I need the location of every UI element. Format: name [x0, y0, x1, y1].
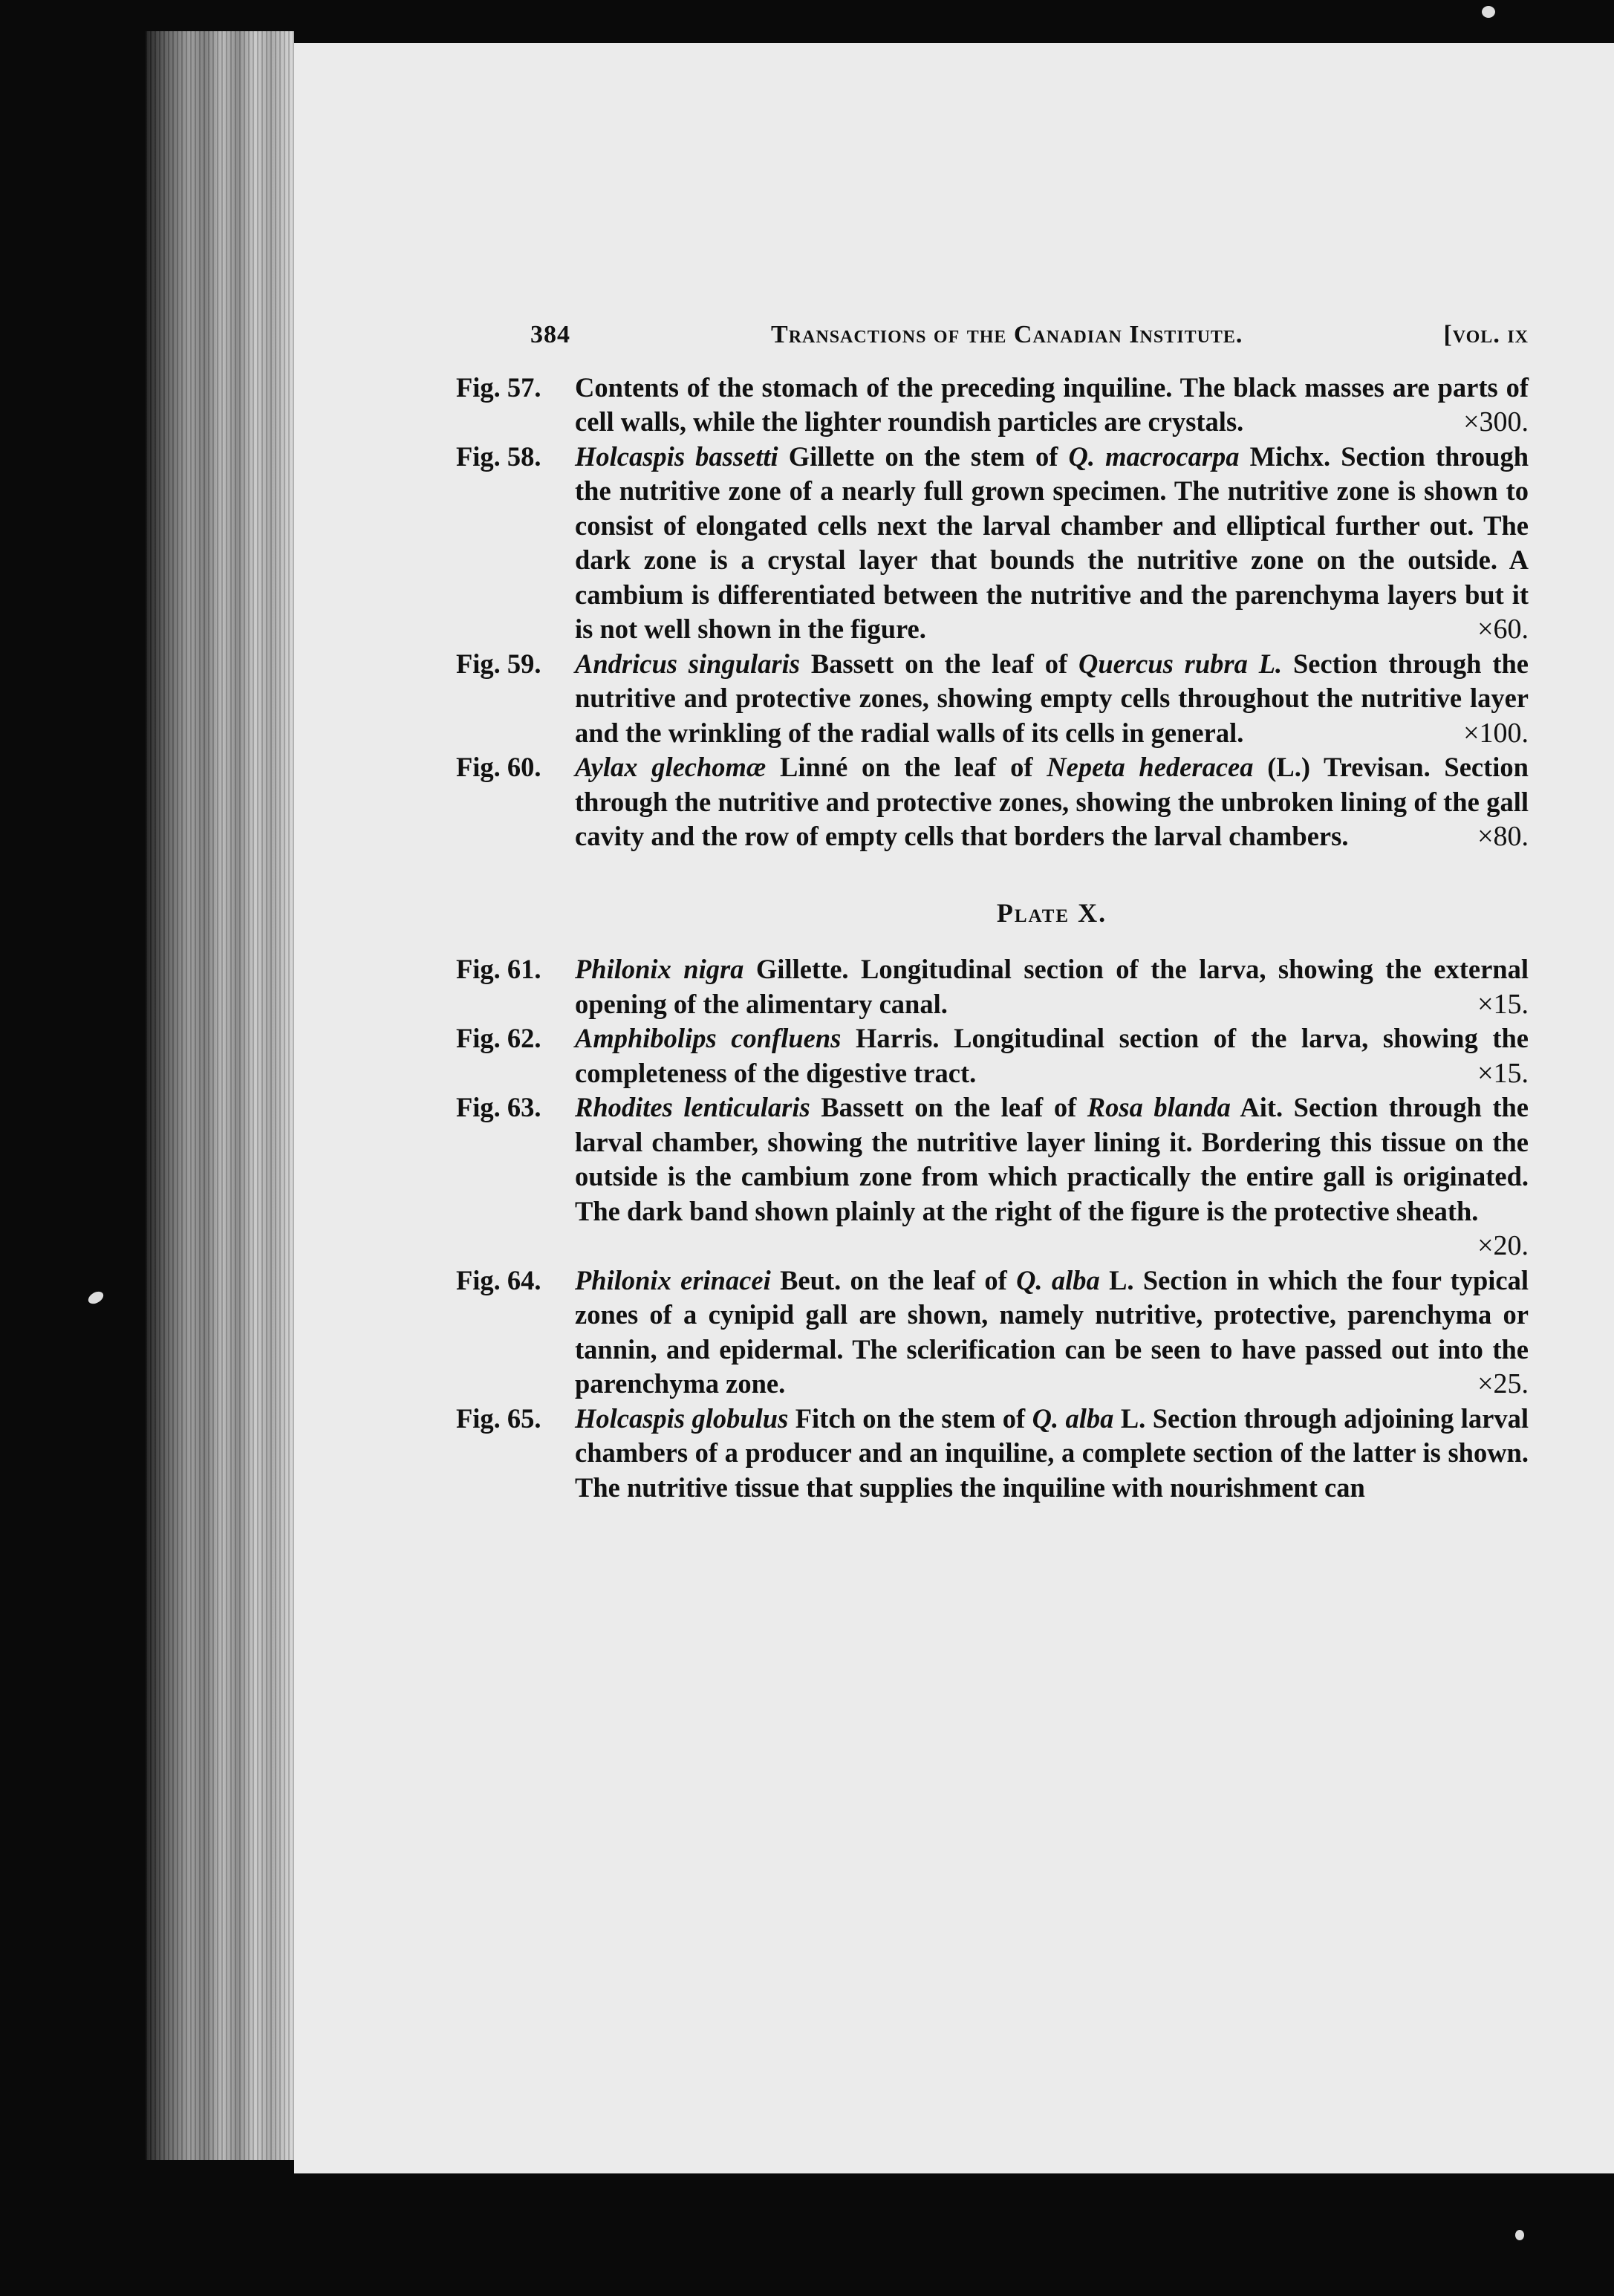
- caption-text: Bassett on the leaf of: [810, 1092, 1087, 1122]
- figure-caption: [456, 440, 1529, 647]
- host-plant-name: Rosa blanda: [1087, 1092, 1231, 1122]
- caption-body: [575, 1021, 1529, 1090]
- caption-body: [575, 750, 1529, 854]
- host-plant-name: Q. alba: [1032, 1402, 1114, 1434]
- caption-text: Fitch on the stem of: [788, 1402, 1032, 1434]
- running-header: [530, 318, 1529, 353]
- species-name: Holcaspis bassetti: [575, 440, 778, 472]
- volume-label: [vol. ix: [1443, 321, 1529, 348]
- caption-text: Gillette on the stem of: [778, 440, 1069, 472]
- species-name: Philonix erinacei: [575, 1264, 771, 1295]
- caption-text: L. Section in which the four typical zones of a cynipid gall are shown, namely nutritive, protective, parenchyma or tannin, and epidermal. The sclerification can be seen to have passed out into the parenchyma zone.: [575, 1264, 1529, 1399]
- figure-caption: [456, 647, 1529, 751]
- figure-label: Fig. 59.: [456, 648, 541, 679]
- host-plant-name: Quercus rubra L.: [1078, 648, 1283, 679]
- caption-body: [575, 371, 1529, 440]
- species-name: Andricus singularis: [575, 648, 800, 679]
- figure-caption: [456, 1264, 1529, 1402]
- caption-text: Linné on the leaf of: [766, 752, 1047, 782]
- figure-captions-bottom: [456, 952, 1529, 1505]
- dust-speck: [1515, 2230, 1524, 2240]
- page-text: [456, 318, 1529, 1505]
- caption-body: [575, 1402, 1529, 1506]
- figure-caption: [456, 952, 1529, 1021]
- host-plant-name: Q. alba: [1016, 1264, 1100, 1295]
- magnification: ×80.: [1477, 821, 1529, 852]
- caption-body: [575, 1090, 1529, 1264]
- caption-text: Section through the nutritive and protective zones, showing empty cells throughout the nutritive layer and the wrinkling of the radial walls of its cells in general.: [575, 648, 1529, 748]
- figure-label: Fig. 61.: [456, 954, 541, 984]
- caption-text: Beut. on the leaf of: [770, 1264, 1017, 1295]
- caption-body: [575, 440, 1529, 647]
- caption-text: Ait. Section through the larval chamber, showing the nutritive layer lining it. Bordering this tissue on the outside is the cambium zone from which practically the entire gall is originated. The dark band shown plainly at the right of the figure is the protective sheath.: [575, 1092, 1529, 1226]
- species-name: Philonix nigra: [575, 954, 744, 984]
- magnification: ×60.: [1477, 614, 1529, 645]
- figure-caption: [456, 750, 1529, 854]
- figure-label: Fig. 60.: [456, 752, 541, 782]
- magnification: ×25.: [1477, 1368, 1529, 1399]
- magnification: ×100.: [1463, 717, 1529, 749]
- figure-caption: [456, 1402, 1529, 1506]
- figure-captions-top: [456, 371, 1529, 854]
- host-plant-name: Nepeta hederacea: [1047, 752, 1254, 782]
- caption-text: Harris. Longitudinal section of the larva, showing the completeness of the digestive tract.: [575, 1023, 1529, 1088]
- figure-label: Fig. 63.: [456, 1092, 541, 1122]
- page-number: 384: [530, 321, 570, 348]
- running-title: Transactions of the Canadian Institute.: [771, 321, 1243, 348]
- species-name: Holcaspis globulus: [575, 1402, 789, 1434]
- figure-caption: [456, 1021, 1529, 1090]
- caption-text: Bassett on the leaf of: [799, 648, 1078, 679]
- figure-caption: [456, 1090, 1529, 1264]
- magnification: ×15.: [1477, 1057, 1529, 1089]
- figure-label: Fig. 57.: [456, 371, 541, 403]
- species-name: Amphibolips confluens: [575, 1023, 842, 1053]
- caption-text: Gillette. Longitudinal section of the larva, showing the external opening of the alimentary canal.: [575, 954, 1529, 1019]
- figure-label: Fig. 58.: [456, 440, 541, 472]
- book-page-edge: [146, 31, 294, 2160]
- figure-label: Fig. 65.: [456, 1402, 541, 1434]
- caption-text: L. Section through adjoining larval chambers of a producer and an inquiline, a complete section of the latter is shown. The nutritive tissue that supplies the inquiline with nourishment can: [575, 1402, 1529, 1503]
- magnification: ×15.: [1477, 988, 1529, 1020]
- dust-speck: [1482, 6, 1495, 18]
- figure-label: Fig. 62.: [456, 1023, 541, 1053]
- magnification: ×20.: [1477, 1230, 1529, 1261]
- caption-text: (L.) Trevisan. Section through the nutritive and protective zones, showing the unbroken lining of the gall cavity and the row of empty cells that borders the larval chambers.: [575, 752, 1529, 851]
- dust-speck: [86, 1289, 105, 1306]
- caption-body: [575, 952, 1529, 1021]
- figure-label: Fig. 64.: [456, 1264, 541, 1295]
- species-name: Aylax glechomæ: [575, 752, 767, 782]
- figure-caption: [456, 371, 1529, 440]
- species-name: Rhodites lenticularis: [575, 1092, 810, 1122]
- caption-text: Michx. Section through the nutritive zone of a nearly full grown specimen. The nutritive zone is shown to consist of elongated cells next the larval chamber and elliptical further out. The dark zone is a crystal layer that bounds the nutritive zone on the outside. A cambium is differentiated between the nutritive and the parenchyma layers but it is not well shown in the figure.: [575, 440, 1529, 644]
- caption-body: [575, 647, 1529, 751]
- plate-title: Plate X.: [996, 897, 1107, 928]
- magnification: ×300.: [1463, 406, 1529, 438]
- caption-text: Contents of the stomach of the preceding inquiline. The black masses are parts of cell walls, while the lighter roundish particles are crystals.: [575, 371, 1529, 437]
- caption-body: [575, 1264, 1529, 1402]
- host-plant-name: Q. macrocarpa: [1068, 440, 1240, 472]
